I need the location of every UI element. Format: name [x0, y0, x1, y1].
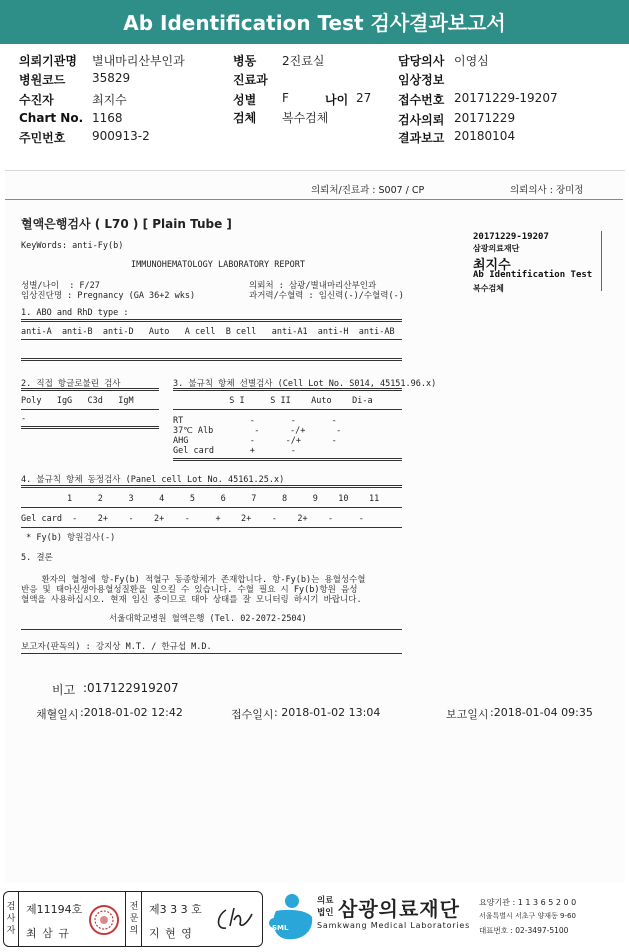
care-number: 요양기관 : 1 1 3 6 5 2 0 0	[479, 898, 577, 907]
age-value: 27	[356, 91, 372, 105]
remark-label: 비고	[52, 683, 76, 697]
rule	[173, 409, 402, 410]
signature-footer	[0, 885, 629, 952]
panel-note: * Fy(b) 항원검사(-)	[21, 533, 116, 543]
report-label: 보고일시	[446, 708, 489, 721]
screen-header: S I S II Auto Di-a	[173, 396, 373, 406]
screen-row: RT - - -	[173, 416, 337, 426]
stamp-specimen: 복수검체	[473, 284, 504, 293]
receipt-value: 20171229-19207	[454, 91, 558, 105]
double-rule	[21, 319, 402, 322]
report-value: :2018-01-04 09:35	[490, 706, 593, 719]
report-title-bar	[0, 0, 629, 44]
stamp-patient: 최지수	[473, 258, 511, 273]
patient-info-panel	[0, 44, 629, 162]
divider	[125, 892, 126, 946]
result-label: 결과보고	[398, 131, 445, 145]
lab-report-title: IMMUNOHEMATOLOGY LABORATORY REPORT	[131, 260, 305, 270]
double-rule	[21, 358, 402, 361]
logo-english: Samkwang Medical Laboratories	[317, 921, 471, 930]
specialist-signature-icon	[212, 902, 256, 938]
inspector-name: 최 삼 규	[26, 927, 70, 940]
screen-title: 3. 불규칙 항체 선별검사 (Cell Lot No. S014, 45151.96.x)	[173, 379, 437, 389]
sex-label: 성별	[233, 93, 257, 107]
receipt-label: 접수번호	[398, 93, 445, 107]
ward-label: 병동	[233, 54, 257, 68]
conclusion-line: 환자의 혈청에 항-Fy(b) 적혈구 동종항체가 존재합니다. 항-Fy(b)는 용혈성수혈	[21, 575, 366, 585]
divider	[141, 892, 142, 946]
keywords: KeyWords: anti-Fy(b)	[21, 241, 124, 251]
dat-title: 2. 직접 항글로불린 검사	[21, 379, 121, 389]
abo-header: anti-A anti-B anti-D Auto A cell B cell anti-A1 anti-H anti-AB	[21, 327, 395, 337]
signature-box	[3, 891, 263, 947]
rule	[21, 409, 159, 410]
inspector-seal-icon	[88, 904, 120, 936]
ward-value: 2진료실	[282, 54, 325, 68]
rule	[21, 507, 402, 508]
doctor-value: 이영심	[454, 54, 489, 68]
code-value: 35829	[92, 71, 131, 85]
request-value: 20171229	[454, 111, 516, 125]
double-rule	[21, 485, 402, 488]
stamp-receipt-no: 20171229-19207	[473, 232, 549, 242]
rule	[21, 629, 402, 630]
blood-bank-line: 서울대학교병원 혈액은행 (Tel. 02-2072-2504)	[109, 614, 307, 624]
hospital-label: 의뢰기관명	[19, 54, 77, 68]
rule	[21, 653, 402, 654]
rule	[21, 527, 402, 528]
receive-value: : 2018-01-02 13:04	[274, 706, 381, 719]
address: 서울특별시 서초구 양재동 9-60	[479, 912, 576, 920]
collect-value: :2018-01-02 12:42	[80, 706, 183, 719]
reporter-line: 보고자(판독의) : 강지상 M.T. / 한규섭 M.D.	[21, 642, 212, 652]
screen-row: 37℃ Alb - -/+ -	[173, 426, 342, 436]
abo-title: 1. ABO and RhD type :	[21, 308, 129, 318]
id-value: 900913-2	[92, 129, 150, 143]
double-rule	[173, 458, 402, 461]
logo-small-2: 법인	[317, 908, 334, 918]
referral-doctor: 의뢰의사 : 장미정	[510, 185, 584, 196]
logo-small-1: 의료	[317, 896, 334, 906]
panel-header: 1 2 3 4 5 6 7 8 9 10 11	[21, 494, 380, 504]
result-value: 20180104	[454, 129, 516, 143]
dat-header: Poly IgG C3d IgM	[21, 396, 134, 406]
specialist-vertical-label: 전문의	[129, 902, 139, 936]
screen-row: AHG - -/+ -	[173, 436, 337, 446]
collect-label: 채혈일시	[36, 708, 79, 721]
chart-label: Chart No.	[19, 111, 84, 125]
specimen-label: 검체	[233, 111, 257, 125]
logo-badge: SML	[272, 924, 289, 932]
conclusion-line: 혈액을 사용하십시오. 현재 임신 중이므로 태아 상태를 잘 모니터링 하시기 바랍니다.	[21, 595, 362, 605]
clinical-label: 임상정보	[398, 73, 445, 87]
specialist-name: 지 현 영	[149, 927, 193, 940]
sex-value: F	[282, 91, 289, 105]
panel-title: 4. 불규칙 항체 동정검사 (Panel cell Lot No. 45161.25.x)	[21, 475, 285, 485]
code-label: 병원코드	[19, 73, 66, 87]
referrer-line: 의뢰처 : 삼광/별내마리산부인과	[249, 281, 377, 291]
section-heading: 혈액은행검사 ( L70 ) [ Plain Tube ]	[21, 217, 232, 231]
conclusion-line: 반응 및 태아신생아용혈성질환을 일으킬 수 있습니다. 수혈 필요 시 Fy(b)항원 음성	[21, 585, 358, 595]
divider	[5, 199, 623, 200]
logo-name: 삼광의료재단	[338, 897, 460, 921]
chart-value: 1168	[92, 111, 123, 125]
sex-age-line: 성별/나이 : F/27	[21, 281, 100, 291]
report-body	[5, 170, 625, 882]
rule	[21, 339, 402, 340]
screen-row: Gel card + -	[173, 446, 296, 456]
double-rule	[173, 388, 402, 391]
doctor-label: 담당의사	[398, 54, 445, 68]
patient-value: 최지수	[92, 93, 127, 107]
dept-label: 진료과	[233, 73, 268, 87]
double-rule	[21, 388, 159, 391]
dat-value: -	[21, 414, 27, 424]
stamp-org: 삼광의료재단	[473, 244, 520, 253]
divider	[18, 892, 19, 946]
patient-label: 수진자	[19, 93, 54, 107]
stamp-test: Ab Identification Test	[473, 270, 593, 280]
remark-value: :017122919207	[83, 681, 179, 695]
history-line: 과거력/수혈력 : 임신력(-)/수혈력(-)	[249, 291, 404, 301]
age-label: 나이	[325, 93, 349, 107]
conclusion-title: 5. 결론	[21, 553, 53, 563]
diagnosis-line: 임상진단명 : Pregnancy (GA 36+2 wks)	[21, 291, 196, 301]
panel-row: Gel card - 2+ - 2+ - + 2+ - 2+ - -	[21, 514, 364, 524]
hospital-value: 별내마리산부인과	[92, 54, 185, 68]
report-title: Ab Identification Test 검사결과보고서	[123, 11, 506, 35]
sml-logo-icon	[266, 893, 316, 943]
specialist-license: 제3 3 3 호	[149, 903, 202, 916]
stamp-edge	[601, 231, 602, 291]
receive-label: 접수일시	[231, 708, 274, 721]
inspector-license: 제11194호	[26, 903, 83, 916]
double-rule	[21, 426, 159, 429]
referral-text: 의뢰처/진료과 : S007 / CP	[311, 185, 425, 196]
inspector-vertical-label: 검사자	[6, 902, 16, 936]
specimen-value: 복수검체	[282, 111, 329, 125]
id-label: 주민번호	[19, 131, 66, 145]
phone: 대표번호 : 02-3497-5100	[479, 926, 569, 935]
request-label: 검사의뢰	[398, 113, 445, 127]
